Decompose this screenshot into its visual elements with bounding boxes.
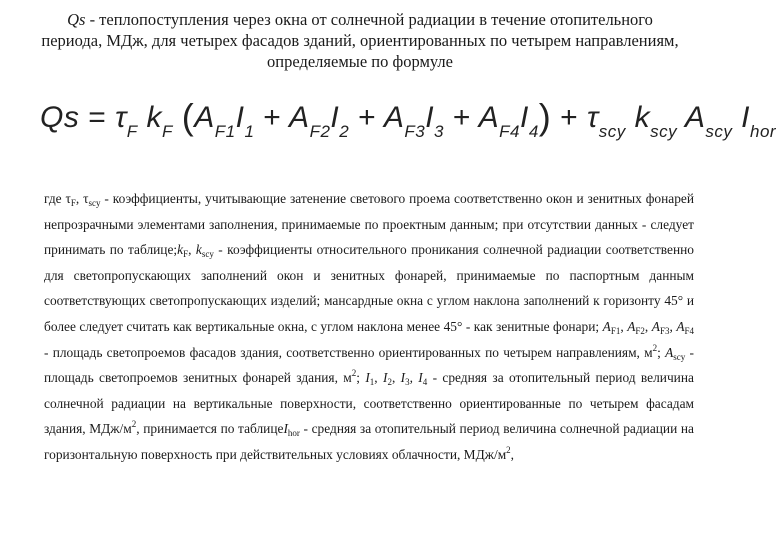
- text-shading-coefficients: - коэффициенты, учитывающие затенение светового проема соответственно окон и зенитных фонарей непрозрачными элементами заполнения, принимаемые по проектным данным; при отсутствии данных - следует принимать по таблице;: [44, 191, 695, 258]
- sub-k-scy: scy: [201, 249, 214, 260]
- sub-tau-f: F: [70, 198, 76, 208]
- text-final-comma: ,: [510, 446, 515, 462]
- sub-tau-scy: scy: [88, 198, 101, 208]
- formula-k: k: [146, 101, 163, 134]
- formula-i4: I: [519, 101, 529, 134]
- formula-open-paren: (: [181, 96, 195, 137]
- formula-plus-3: +: [452, 101, 471, 134]
- sup-m2-4: 2: [506, 444, 511, 455]
- formula-tau: τ: [115, 101, 127, 134]
- formula-i5: I: [741, 101, 751, 134]
- text-facade-area: - площадь светопроемов фасадов здания, соответственно ориентированных по четырем направлениям, м: [44, 344, 653, 360]
- formula: [40, 96, 776, 152]
- heading-text: - теплопоступления через окна от солнечной радиации в течение отопительного периода, МДж, для четырех фасадов зданий, ориентированных по четырем направлениям, определяемые по формуле: [41, 10, 679, 71]
- sup-m2-2: 2: [351, 368, 357, 379]
- formula-a1-sub: F1: [214, 122, 236, 141]
- formula-tau2: τ: [587, 101, 599, 134]
- text-semicolon-2: ;: [356, 370, 366, 386]
- text-sep-2: ,: [644, 318, 652, 334]
- sub-k-f: F: [183, 249, 189, 260]
- formula-a2-sub: F2: [309, 122, 331, 141]
- text-sep-4: ,: [374, 370, 383, 386]
- symbol-i4: I: [418, 370, 423, 386]
- text-tau-scy: , τ: [75, 191, 89, 206]
- text-horizontal-radiation: - средняя за отопительный период величина солнечной радиации на горизонтальную поверхность при действительных условиях облачности, МДж/м: [44, 421, 694, 462]
- sub-i-hor: hor: [287, 428, 300, 439]
- symbol-i3: I: [400, 370, 406, 386]
- symbol-i1: I: [365, 370, 370, 386]
- formula-plus-4: +: [560, 101, 579, 134]
- formula-a3: A: [383, 101, 405, 134]
- formula-k2: k: [634, 101, 651, 134]
- formula-equals: =: [88, 101, 107, 134]
- text-where-tau: где τ: [44, 191, 71, 206]
- formula-a2: A: [289, 101, 310, 134]
- formula-a5: A: [684, 101, 706, 134]
- formula-i2: I: [330, 101, 340, 134]
- body-text: [44, 186, 694, 468]
- formula-i2-sub: 2: [339, 122, 350, 141]
- formula-k-sub: F: [162, 122, 173, 141]
- formula-close-paren: ): [538, 96, 552, 137]
- sub-i2: 2: [387, 377, 392, 388]
- formula-plus-1: +: [263, 101, 282, 134]
- text-sep-6: ,: [409, 370, 419, 386]
- text-comma-1: ,: [188, 242, 196, 258]
- heading-symbol: Qs: [67, 10, 86, 29]
- text-vertical-radiation: - средняя за отопительный период величина солнечной радиации на вертикальные поверхности, соответственно ориентированные по четырем фасадам здания, МДж/м: [44, 370, 694, 437]
- formula-i3: I: [425, 101, 435, 134]
- text-penetration-coefficients: - коэффициенты относительного проникания солнечной радиации соответственно для светопропускающих заполнений окон и зенитных фонарей, принимаемые по паспортным данным соответствующих светопропускающих изделий; мансардные окна с углом наклона заполнений к горизонту 45° и более следует считать как вертикальные окна, с углом наклона менее 45° - как зенитные фонари;: [44, 242, 694, 334]
- sub-a-f4: F4: [684, 325, 695, 336]
- formula-tau2-sub: scy: [598, 122, 626, 141]
- sub-a-f3: F3: [659, 325, 670, 336]
- symbol-a-scy: A: [665, 344, 674, 360]
- sub-a-f1: F1: [610, 325, 621, 336]
- formula-i1-sub: 1: [244, 122, 255, 141]
- formula-i3-sub: 3: [434, 122, 444, 141]
- heading: [40, 9, 680, 72]
- formula-tau-sub: F: [126, 122, 138, 141]
- sup-m2-1: 2: [652, 342, 658, 353]
- symbol-a-f3: A: [651, 318, 660, 334]
- symbol-i-hor: I: [283, 421, 288, 437]
- sub-i4: 4: [422, 377, 428, 388]
- formula-i1: I: [235, 101, 245, 134]
- text-sep-5: ,: [391, 370, 401, 386]
- sub-a-f2: F2: [635, 325, 645, 336]
- formula-plus-2: +: [358, 101, 377, 134]
- sup-m2-3: 2: [131, 419, 137, 430]
- symbol-a-f4: A: [676, 318, 685, 334]
- symbol-i2: I: [382, 370, 388, 386]
- sub-i3: 3: [405, 377, 410, 388]
- symbol-k-f: k: [177, 242, 184, 258]
- formula-a5-sub: scy: [705, 122, 733, 141]
- symbol-a-f1: A: [602, 318, 611, 334]
- text-sep-3: ,: [669, 318, 677, 334]
- formula-a1: A: [194, 101, 215, 134]
- text-semicolon-1: ;: [657, 344, 666, 360]
- sub-i1: 1: [369, 377, 375, 388]
- text-sep-1: ,: [620, 318, 628, 334]
- formula-k2-sub: scy: [650, 122, 678, 141]
- text-per-table: , принимается по таблице: [136, 421, 284, 437]
- formula-i4-sub: 4: [528, 122, 539, 141]
- symbol-k-scy: k: [195, 242, 202, 258]
- formula-a4-sub: F4: [499, 122, 520, 141]
- formula-i5-sub: hor: [750, 122, 776, 141]
- symbol-a-f2: A: [627, 318, 636, 334]
- formula-a3-sub: F3: [404, 122, 426, 141]
- formula-lhs: Qs: [40, 101, 80, 134]
- text-skylight-area: - площадь светопроемов зенитных фонарей здания, м: [44, 344, 694, 386]
- sub-a-scy: scy: [673, 351, 686, 362]
- formula-a4: A: [478, 101, 500, 134]
